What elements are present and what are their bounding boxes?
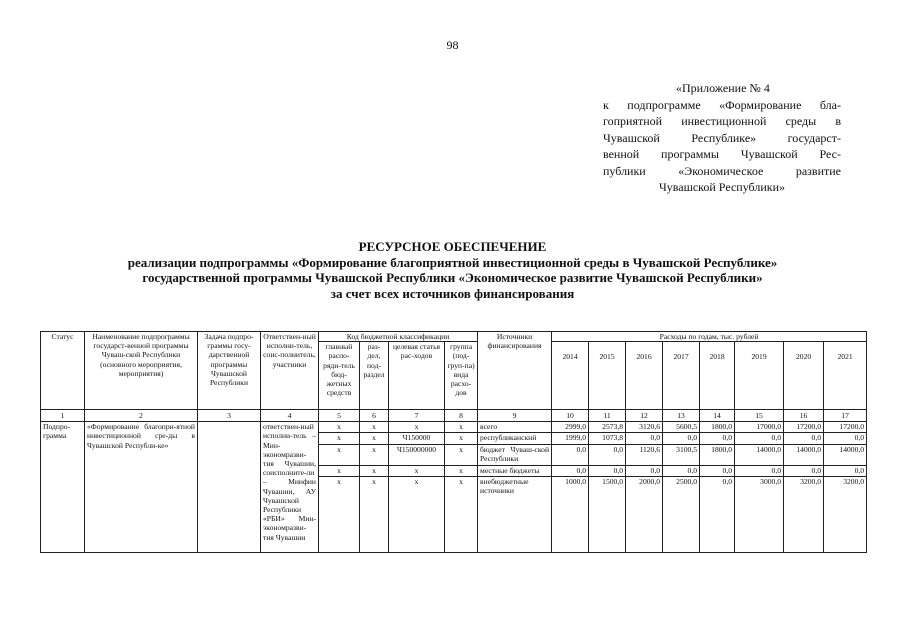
cell-value: 2500,0 — [663, 477, 700, 553]
cell-code: х — [389, 477, 445, 553]
column-number: 16 — [784, 410, 824, 422]
title-line: государственной программы Чувашской Республики «Экономическое развитие Чувашской Республики» — [142, 270, 763, 285]
cell-code: х — [319, 477, 360, 553]
appendix-caption — [603, 80, 841, 196]
cell-value: 0,0 — [784, 433, 824, 444]
column-number: 15 — [735, 410, 784, 422]
cell-value: 17200,0 — [784, 422, 824, 433]
cell-source: внебюджетные источники — [478, 477, 552, 553]
title-main: РЕСУРСНОЕ ОБЕСПЕЧЕНИЕ — [358, 239, 547, 254]
cell-code: х — [360, 433, 389, 444]
cell-value: 3000,0 — [735, 477, 784, 553]
cell-code: х — [445, 433, 478, 444]
appendix-line: публики «Экономическое развитие — [603, 163, 841, 178]
header-status: Статус — [41, 332, 85, 410]
cell-value: 0,0 — [784, 465, 824, 476]
cell-source: местные бюджеты — [478, 465, 552, 476]
cell-value: 0,0 — [663, 433, 700, 444]
header-year: 2014 — [552, 342, 589, 410]
column-number: 5 — [319, 410, 360, 422]
cell-value: 17200,0 — [824, 422, 867, 433]
cell-code: х — [360, 477, 389, 553]
header-name: Наименование подпрограммы государст-венной программы Чуваш-ской Республики (основного мероприятия, мероприятия) — [85, 332, 198, 410]
cell-value: 3200,0 — [784, 477, 824, 553]
header-year: 2015 — [589, 342, 626, 410]
resource-table — [40, 331, 867, 553]
cell-value: 3120,6 — [626, 422, 663, 433]
cell-value: 0,0 — [663, 465, 700, 476]
column-number: 7 — [389, 410, 445, 422]
cell-value: 1120,6 — [626, 444, 663, 465]
header-year: 2021 — [824, 342, 867, 410]
appendix-line: Чувашской Республики» — [658, 180, 786, 194]
cell-value: 0,0 — [735, 433, 784, 444]
cell-value: 0,0 — [700, 477, 735, 553]
cell-code: х — [445, 422, 478, 433]
column-number: 9 — [478, 410, 552, 422]
cell-value: 14000,0 — [735, 444, 784, 465]
cell-value: 0,0 — [700, 433, 735, 444]
cell-value: 1073,8 — [589, 433, 626, 444]
column-number: 13 — [663, 410, 700, 422]
header-year: 2018 — [700, 342, 735, 410]
column-number-row — [41, 410, 867, 422]
cell-value: 0,0 — [824, 433, 867, 444]
header-year: 2020 — [784, 342, 824, 410]
cell-value: 1000,0 — [552, 477, 589, 553]
header-task: Задача подпро-граммы госу-дарственной программы Чувашской Республики — [198, 332, 261, 410]
cell-code: х — [319, 422, 360, 433]
cell-value: 2000,0 — [626, 477, 663, 553]
header-group: группа (под-груп-па) вида расхо-дов — [445, 342, 478, 410]
column-number: 4 — [261, 410, 319, 422]
cell-value: 0,0 — [552, 465, 589, 476]
title-line: реализации подпрограммы «Формирование благоприятной инвестиционной среды в Чувашской Республике» — [127, 254, 778, 270]
column-number: 8 — [445, 410, 478, 422]
cell-code: х — [319, 433, 360, 444]
column-number: 1 — [41, 410, 85, 422]
header-target-article: целевая статья рас-ходов — [389, 342, 445, 410]
cell-code: х — [445, 465, 478, 476]
cell-value: 0,0 — [700, 465, 735, 476]
cell-code: х — [389, 465, 445, 476]
cell-value: 0,0 — [626, 433, 663, 444]
cell-code: х — [445, 444, 478, 465]
cell-value: 0,0 — [626, 465, 663, 476]
cell-value: 0,0 — [589, 444, 626, 465]
header-year: 2016 — [626, 342, 663, 410]
cell-value: 0,0 — [824, 465, 867, 476]
table-row — [41, 422, 867, 433]
cell-name: «Формирование благопри-ятной инвестиционной сре-ды в Чувашской Республи-ке» — [85, 422, 198, 553]
cell-source: бюджет Чуваш-ской Республики — [478, 444, 552, 465]
cell-code: Ч150000000 — [389, 444, 445, 465]
cell-code: х — [445, 477, 478, 553]
cell-value: 14000,0 — [824, 444, 867, 465]
header-year: 2019 — [735, 342, 784, 410]
cell-code: х — [360, 465, 389, 476]
cell-value: 1800,0 — [700, 422, 735, 433]
cell-value: 1999,0 — [552, 433, 589, 444]
cell-value: 14000,0 — [784, 444, 824, 465]
column-number: 11 — [589, 410, 626, 422]
column-number: 12 — [626, 410, 663, 422]
cell-value: 2573,8 — [589, 422, 626, 433]
cell-value: 0,0 — [589, 465, 626, 476]
cell-code: х — [319, 444, 360, 465]
cell-source: республиканский — [478, 433, 552, 444]
header-chief-manager: главный распо-ряди-тель бюд-жетных средств — [319, 342, 360, 410]
page-number: 98 — [446, 38, 459, 52]
appendix-line: «Приложение № 4 — [676, 81, 770, 95]
header-budget-code: Код бюджетной классификации — [319, 332, 478, 342]
cell-code: х — [360, 422, 389, 433]
cell-code: х — [389, 422, 445, 433]
header-sources: Источники финансирования — [478, 332, 552, 410]
column-number: 3 — [198, 410, 261, 422]
appendix-line: Чувашской Республике» государст- — [603, 130, 841, 145]
cell-value: 5600,5 — [663, 422, 700, 433]
cell-value: 2999,0 — [552, 422, 589, 433]
cell-task — [198, 422, 261, 553]
cell-value: 3100,5 — [663, 444, 700, 465]
header-executor: Ответствен-ный исполни-тель, соис-полнитель, участники — [261, 332, 319, 410]
cell-source: всего — [478, 422, 552, 433]
header-section: раз-дел, под-раздел — [360, 342, 389, 410]
header-row — [41, 332, 867, 342]
cell-code: х — [319, 465, 360, 476]
header-year: 2017 — [663, 342, 700, 410]
header-expenses: Расходы по годам, тыс. рублей — [552, 332, 867, 342]
column-number: 17 — [824, 410, 867, 422]
column-number: 10 — [552, 410, 589, 422]
cell-value: 0,0 — [552, 444, 589, 465]
appendix-line: к подпрограмме «Формирование бла- — [603, 97, 841, 112]
cell-code: Ч150000 — [389, 433, 445, 444]
appendix-line: гоприятной инвестиционной среды в — [603, 114, 841, 128]
document-title — [0, 239, 905, 301]
cell-value: 1500,0 — [589, 477, 626, 553]
cell-status: Подпро-грамма — [41, 422, 85, 553]
cell-value: 3200,0 — [824, 477, 867, 553]
cell-value: 17000,0 — [735, 422, 784, 433]
cell-value: 1800,0 — [700, 444, 735, 465]
column-number: 2 — [85, 410, 198, 422]
cell-executor: ответствен-ный исполни-тель – Мин-экономразви-тия Чувашии, соисполните-ли – Минфин Чувашии, АУ Чувашской Республики «РБИ» Мин-экономразви-тия Чувашии — [261, 422, 319, 553]
column-number: 14 — [700, 410, 735, 422]
cell-value: 0,0 — [735, 465, 784, 476]
title-line: за счет всех источников финансирования — [330, 285, 575, 301]
column-number: 6 — [360, 410, 389, 422]
cell-code: х — [360, 444, 389, 465]
appendix-line: венной программы Чувашской Рес- — [603, 147, 841, 161]
